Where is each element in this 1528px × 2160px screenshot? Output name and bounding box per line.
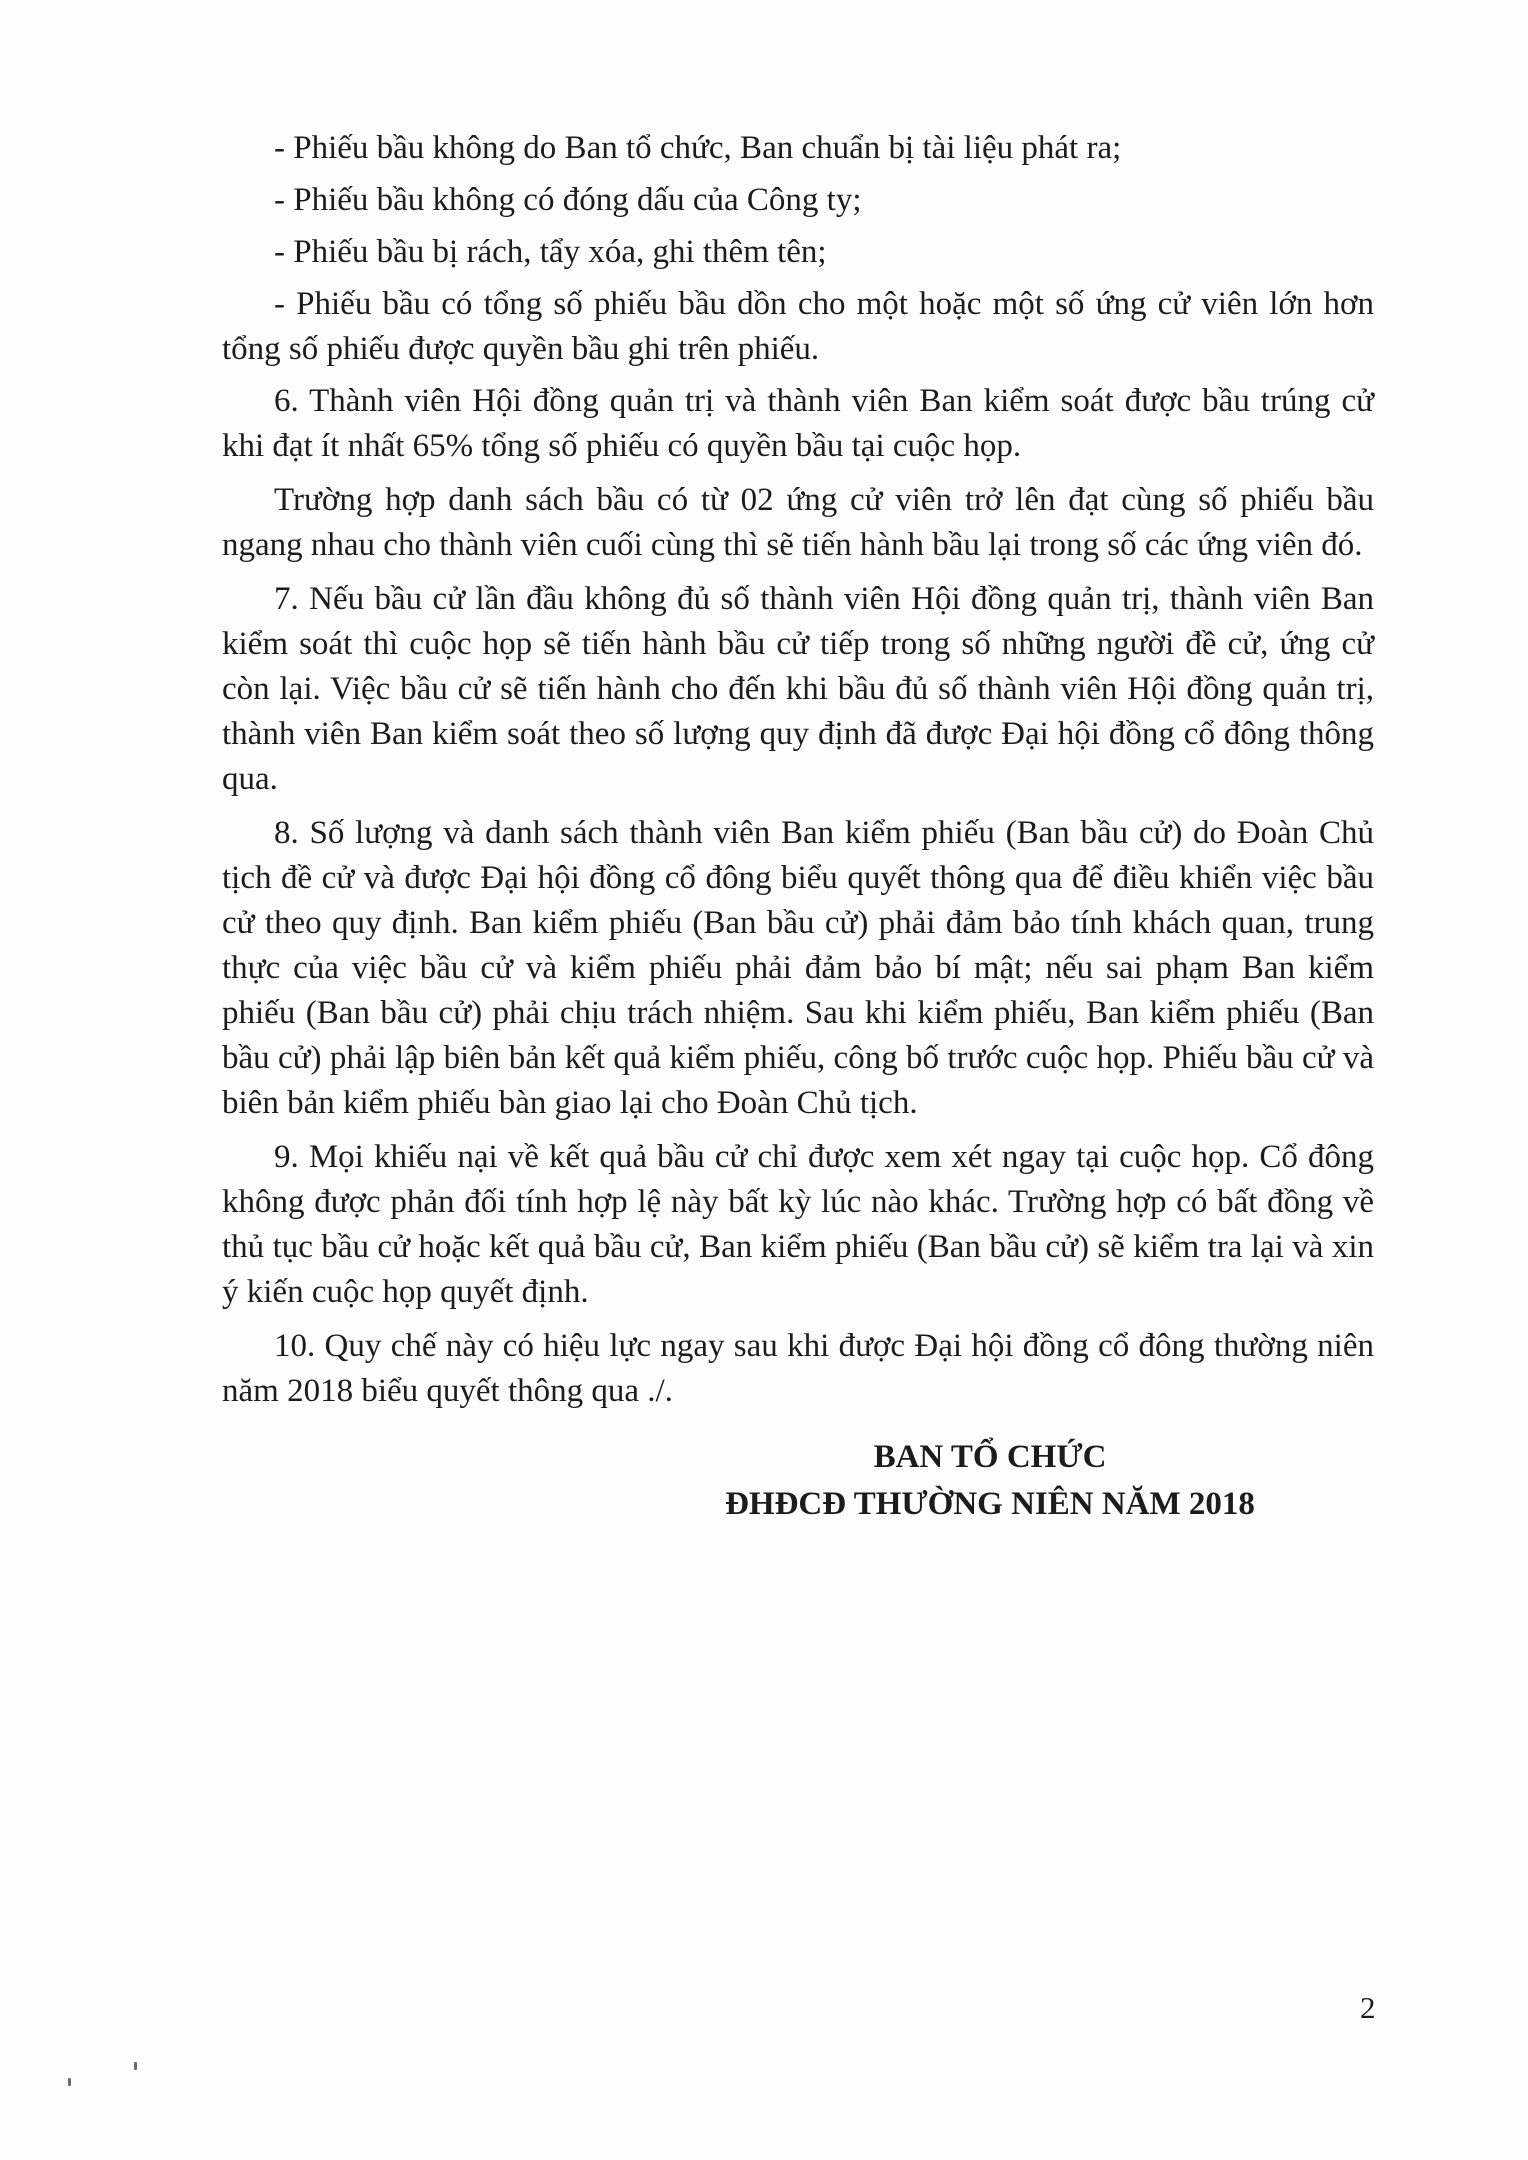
document-body	[222, 126, 1374, 1423]
clause-10: 10. Quy chế này có hiệu lực ngay sau khi được Đại hội đồng cổ đông thường niên năm 2018 biểu quyết thông qua ./.	[222, 1328, 1374, 1409]
scan-speck	[68, 2078, 71, 2086]
clause-6-tie-rule: Trường hợp danh sách bầu có từ 02 ứng cử viên trở lên đạt cùng số phiếu bầu ngang nhau cho thành viên cuối cùng thì sẽ tiến hành bầu lại trong số các ứng viên đó.	[222, 482, 1374, 563]
page-number: 2	[1360, 1990, 1376, 2025]
signature-meeting: ĐHĐCĐ THƯỜNG NIÊN NĂM 2018	[725, 1486, 1255, 1522]
signature-organizer: BAN TỔ CHỨC	[873, 1439, 1107, 1475]
invalid-ballot-item-3: - Phiếu bầu bị rách, tẩy xóa, ghi thêm tên;	[274, 234, 827, 270]
invalid-ballot-item-2: - Phiếu bầu không có đóng dấu của Công ty;	[274, 182, 862, 218]
clause-6: 6. Thành viên Hội đồng quản trị và thành viên Ban kiểm soát được bầu trúng cử khi đạt ít nhất 65% tổng số phiếu có quyền bầu tại cuộc họp.	[222, 383, 1374, 464]
clause-7: 7. Nếu bầu cử lần đầu không đủ số thành viên Hội đồng quản trị, thành viên Ban kiểm soát thì cuộc họp sẽ tiến hành bầu cử tiếp trong số những người đề cử, ứng cử còn lại. Việc bầu cử sẽ tiến hành cho đến khi bầu đủ số thành viên Hội đồng quản trị, thành viên Ban kiểm soát theo số lượng quy định đã được Đại hội đồng cổ đông thông qua.	[222, 581, 1374, 797]
signature-block	[700, 1434, 1280, 1528]
invalid-ballot-item-4: - Phiếu bầu có tổng số phiếu bầu dồn cho một hoặc một số ứng cử viên lớn hơn tổng số phiếu được quyền bầu ghi trên phiếu.	[222, 286, 1374, 367]
clause-9: 9. Mọi khiếu nại về kết quả bầu cử chỉ được xem xét ngay tại cuộc họp. Cổ đông không được phản đối tính hợp lệ này bất kỳ lúc nào khác. Trường hợp có bất đồng về thủ tục bầu cử hoặc kết quả bầu cử, Ban kiểm phiếu (Ban bầu cử) sẽ kiểm tra lại và xin ý kiến cuộc họp quyết định.	[222, 1139, 1374, 1310]
invalid-ballot-item-1: - Phiếu bầu không do Ban tổ chức, Ban chuẩn bị tài liệu phát ra;	[274, 130, 1122, 166]
scan-speck	[134, 2062, 137, 2070]
clause-8: 8. Số lượng và danh sách thành viên Ban kiểm phiếu (Ban bầu cử) do Đoàn Chủ tịch đề cử và được Đại hội đồng cổ đông biểu quyết thông qua để điều khiển việc bầu cử theo quy định. Ban kiểm phiếu (Ban bầu cử) phải đảm bảo tính khách quan, trung thực của việc bầu cử và kiểm phiếu phải đảm bảo bí mật; nếu sai phạm Ban kiểm phiếu (Ban bầu cử) phải chịu trách nhiệm. Sau khi kiểm phiếu, Ban kiểm phiếu (Ban bầu cử) phải lập biên bản kết quả kiểm phiếu, công bố trước cuộc họp. Phiếu bầu cử và biên bản kiểm phiếu bàn giao lại cho Đoàn Chủ tịch.	[222, 815, 1374, 1121]
